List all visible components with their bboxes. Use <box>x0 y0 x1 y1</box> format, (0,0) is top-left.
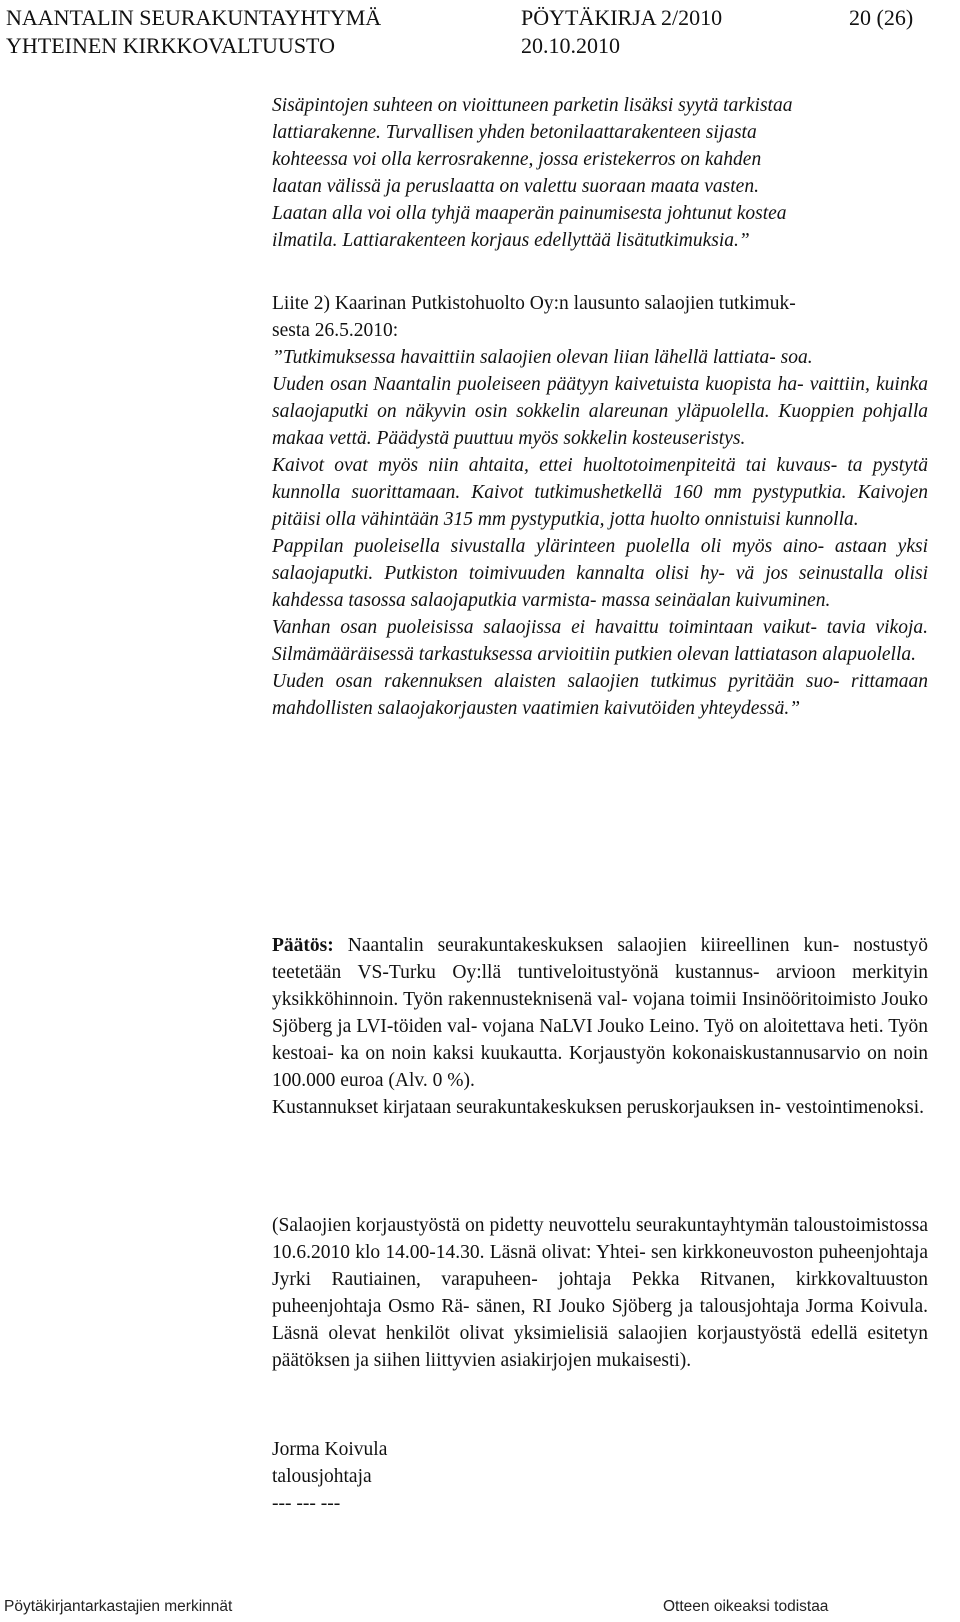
quote-line: Laatan alla voi olla tyhjä maaperän painumisesta johtunut kostea <box>272 203 787 224</box>
signature-marks: --- --- --- <box>272 1493 341 1514</box>
quote-line: kohteessa voi olla kerrosrakenne, jossa eristekerros on kahden <box>272 149 762 170</box>
decision-section <box>272 932 928 1121</box>
attachment-section <box>272 290 928 722</box>
signer-name: Jorma Koivula <box>272 1439 388 1460</box>
quoted-section <box>272 92 928 254</box>
attachment-paragraph: Uuden osan rakennuksen alaisten salaojien tutkimus pyritään suo- rittamaan mahdollisten salaojakorjausten vaatimien kaivutöiden yhteydessä.” <box>272 671 928 719</box>
attachment-title-line: sesta 26.5.2010: <box>272 320 399 341</box>
attachment-paragraph: ”Tutkimuksessa havaittiin salaojien olevan liian lähellä lattiata- soa. <box>272 347 813 368</box>
footer-reviewer-marks: Pöytäkirjantarkastajien merkinnät <box>4 1598 233 1615</box>
footer-certified-copy: Otteen oikeaksi todistaa <box>663 1598 829 1615</box>
attachment-paragraph: Pappilan puoleisella sivustalla ylärinteen puolella oli myös aino- astaan yksi salaojaputki. Putkiston toimivuuden kannalta olisi hy- vä jos seinustalla olisi kahdessa tasossa salaojaputkia varmista- massa seinäalan kuivuminen. <box>272 536 928 611</box>
attachment-paragraph: Kaivot ovat myös niin ahtaita, ettei huoltotoimenpiteitä tai kuvaus- ta pystytä kunnolla suorittamaan. Kaivot tutkimushetkellä 160 mm pystyputkia. Kaivojen pitäisi olla vähintään 315 mm pystyputkia, jotta huolto onnistuisi kunnolla. <box>272 455 928 530</box>
negotiation-note <box>272 1212 928 1374</box>
decision-costs: Kustannukset kirjataan seurakuntakeskuksen peruskorjauksen in- vestointimenoksi. <box>272 1097 925 1118</box>
quote-line: Sisäpintojen suhteen on vioittuneen parketin lisäksi syytä tarkistaa <box>272 95 793 116</box>
attachment-quote <box>272 344 928 722</box>
decision-text: Naantalin seurakuntakeskuksen salaojien kiireellinen kun- nostustyö teetetään VS-Turku Oy:llä tuntiveloitustyönä kustannus- arvioon merkityin yksikköhinnoin. Työn rakennusteknisenä val- vojana toimii Insinööritoimisto Jouko Sjöberg ja LVI-töiden val- vojana NaLVI Jouko Leino. Työ on aloitettava heti. Työn kestoai- ka on noin kaksi kuukautta. Korjaustyön kokonaiskustannusarvio on noin 100.000 euroa (Alv. 0 %). <box>272 935 928 1091</box>
attachment-paragraph: Uuden osan Naantalin puoleiseen päätyyn kaivetuista kuopista ha- vaittiin, kuinka salaojaputki on näkyvin osin sokkelin alareunan yläpuolella. Kuoppien pohjalla makaa vettä. Päädystä puuttuu myös sokkelin kosteuseristys. <box>272 374 928 449</box>
body-name: YHTEINEN KIRKKOVALTUUSTO <box>6 33 335 58</box>
quote-line: ilmatila. Lattiarakenteen korjaus edellyttää lisätutkimuksia.” <box>272 230 750 251</box>
meeting-date: 20.10.2010 <box>521 33 620 58</box>
quote-line: lattiarakenne. Turvallisen yhden betonilaattarakenteen sijasta <box>272 122 757 143</box>
note-paragraph: (Salaojien korjaustyöstä on pidetty neuvottelu seurakuntayhtymän taloustoimistossa 10.6.2010 klo 14.00-14.30. Läsnä olivat: Yhtei- sen kirkkoneuvoston puheenjohtaja Jyrki Rautiainen, varapuheen- johtaja Pekka Ritvanen, kirkkovaltuuston puheenjohtaja Osmo Rä- sänen, RI Jouko Sjöberg ja talousjohtaja Jorma Koivula. Läsnä olevat henkilöt olivat yksimielisiä salaojien korjaustyöstä edellä esitetyn päätöksen ja siihen liittyvien asiakirjojen mukaisesti). <box>272 1215 928 1371</box>
quote-line: laatan välissä ja peruslaatta on valettu suoraan maata vasten. <box>272 176 759 197</box>
attachment-paragraph: Vanhan osan puoleisissa salaojissa ei havaittu toimintaan vaikut- tavia vikoja. Silmämääräisessä tarkastuksessa arvioitiin putkien olevan lattiatason alapuolella. <box>272 617 928 665</box>
decision-paragraph <box>272 932 928 1094</box>
document-type: PÖYTÄKIRJA 2/2010 <box>521 5 723 30</box>
organization-name: NAANTALIN SEURAKUNTAYHTYMÄ <box>6 5 382 30</box>
signature-block <box>272 1436 928 1517</box>
decision-label: Päätös: <box>272 935 334 956</box>
page-number: 20 (26) <box>849 5 914 30</box>
attachment-title-line: Liite 2) Kaarinan Putkistohuolto Oy:n lausunto salaojien tutkimuk- <box>272 293 796 314</box>
signer-title: talousjohtaja <box>272 1466 372 1487</box>
